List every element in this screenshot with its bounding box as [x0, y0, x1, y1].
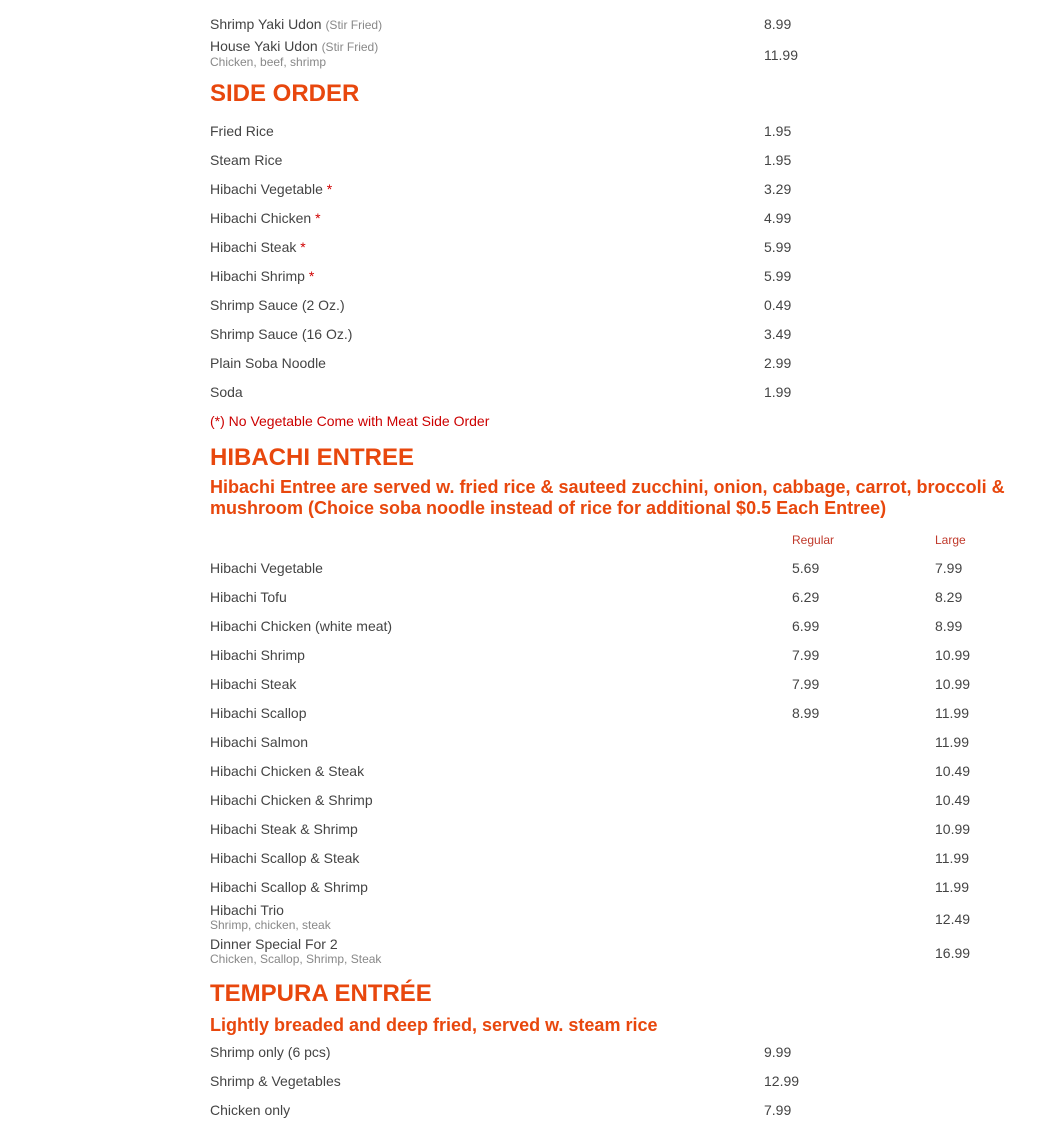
price-regular: 6.99	[792, 618, 820, 634]
item-name: Hibachi Steak & Shrimp	[210, 821, 358, 837]
menu-item	[210, 786, 1010, 815]
menu-item	[210, 902, 1010, 936]
item-name: Hibachi Trio	[210, 902, 284, 918]
item-description: Chicken, beef, shrimp	[210, 55, 327, 69]
menu-item	[210, 378, 1010, 407]
menu-item	[210, 204, 1010, 233]
item-name: Hibachi Scallop & Shrimp	[210, 879, 368, 895]
price-large: 10.49	[935, 763, 971, 779]
tempura-entree-subtitle: Lightly breaded and deep fried, served w. steam rice	[210, 1015, 658, 1035]
item-name-wrap	[210, 152, 282, 168]
item-name: Hibachi Chicken	[210, 210, 312, 226]
price-large: 12.49	[935, 911, 971, 927]
price-large: 7.99	[935, 560, 963, 576]
item-name: Hibachi Vegetable	[210, 560, 323, 576]
menu-item	[210, 10, 1010, 38]
item-name: Hibachi Shrimp	[210, 268, 305, 284]
price-regular: 7.99	[792, 676, 820, 692]
menu-item	[210, 699, 1010, 728]
item-price: 3.49	[764, 326, 792, 342]
column-regular: Regular	[792, 533, 835, 547]
item-price: 3.29	[764, 181, 792, 197]
item-name-wrap	[210, 210, 321, 226]
item-name: Hibachi Chicken (white meat)	[210, 618, 393, 634]
item-price: 7.99	[764, 1102, 792, 1118]
price-regular: 8.99	[792, 705, 820, 721]
item-price: 8.99	[764, 16, 792, 32]
hibachi-entree-list	[210, 554, 1010, 970]
side-order-list	[210, 117, 1010, 407]
price-regular: 5.69	[792, 560, 820, 576]
item-name-wrap	[210, 903, 331, 932]
item-name: Shrimp only (6 pcs)	[210, 1044, 331, 1060]
item-name: Soda	[210, 384, 243, 400]
price-regular: 6.29	[792, 589, 820, 605]
item-name: House Yaki Udon	[210, 38, 318, 54]
item-asterisk: *	[308, 268, 315, 284]
menu-item	[210, 936, 1010, 970]
item-asterisk: *	[300, 239, 306, 255]
price-large: 16.99	[935, 945, 971, 961]
item-price: 9.99	[764, 1044, 792, 1060]
item-name: Hibachi Steak	[210, 676, 297, 692]
menu-item	[210, 175, 1010, 204]
menu-item	[210, 612, 1010, 641]
item-price: 11.99	[764, 47, 798, 63]
menu-item	[210, 38, 1010, 72]
item-name: Fried Rice	[210, 123, 274, 139]
item-name-wrap	[210, 181, 332, 197]
price-large: 8.99	[935, 618, 963, 634]
tempura-entree-title: TEMPURA ENTRÉE	[210, 980, 432, 1007]
price-large: 10.49	[935, 792, 971, 808]
price-large: 10.99	[935, 821, 971, 837]
menu-item	[210, 844, 1010, 873]
item-name: Steam Rice	[210, 152, 283, 168]
price-large: 10.99	[935, 676, 971, 692]
menu-item	[210, 670, 1010, 699]
item-note: (Stir Fried)	[321, 40, 379, 54]
item-asterisk: *	[326, 181, 333, 197]
price-large: 11.99	[935, 734, 969, 750]
menu-item	[210, 728, 1010, 757]
item-asterisk: *	[315, 210, 321, 226]
item-name-wrap	[210, 937, 381, 966]
price-large: 11.99	[935, 705, 969, 721]
menu-item	[210, 1038, 1010, 1067]
hibachi-entree-subtitle: Hibachi Entree are served w. fried rice & sauteed zucchini, onion, cabbage, carrot, broccoli & mushroom (Choice soba noodle instead of rice for additional $0.5 Each Entree)	[210, 477, 1005, 518]
menu-item	[210, 146, 1010, 175]
menu-item	[210, 1096, 1010, 1125]
item-name: Plain Soba Noodle	[210, 355, 326, 371]
item-price: 1.99	[764, 384, 792, 400]
item-name-wrap	[210, 384, 243, 400]
item-name: Hibachi Vegetable	[210, 181, 323, 197]
item-description: Chicken, Scallop, Shrimp, Steak	[210, 952, 382, 966]
item-name-wrap	[210, 123, 274, 139]
item-name: Dinner Special For 2	[210, 936, 338, 952]
tempura-entree-list	[210, 1038, 1010, 1125]
menu-page	[210, 0, 1010, 1125]
item-price: 0.49	[764, 297, 792, 313]
menu-item	[210, 873, 1010, 902]
item-price: 1.95	[764, 152, 792, 168]
item-price: 5.99	[764, 268, 792, 284]
item-name: Hibachi Tofu	[210, 589, 287, 605]
price-column-headers	[210, 526, 1010, 554]
item-name: Shrimp Sauce (2 Oz.)	[210, 297, 345, 313]
column-large: Large	[935, 533, 966, 547]
menu-item	[210, 320, 1010, 349]
menu-item	[210, 1067, 1010, 1096]
item-name: Shrimp Sauce (16 Oz.)	[210, 326, 353, 342]
item-name-wrap	[210, 297, 345, 313]
item-name: Hibachi Chicken & Steak	[210, 763, 365, 779]
side-order-footnote: (*) No Vegetable Come with Meat Side Order	[210, 413, 490, 429]
menu-item	[210, 554, 1010, 583]
item-name: Shrimp & Vegetables	[210, 1073, 341, 1089]
menu-item	[210, 291, 1010, 320]
side-order-title: SIDE ORDER	[210, 80, 360, 107]
item-name: Shrimp Yaki Udon	[210, 16, 322, 32]
item-name-wrap	[210, 239, 306, 255]
menu-item	[210, 641, 1010, 670]
menu-item	[210, 349, 1010, 378]
item-name: Hibachi Chicken & Shrimp	[210, 792, 373, 808]
item-name-wrap	[210, 355, 326, 371]
item-name-wrap	[210, 268, 314, 284]
item-price: 2.99	[764, 355, 792, 371]
item-name-wrap	[210, 326, 352, 342]
menu-item	[210, 233, 1010, 262]
hibachi-entree-title: HIBACHI ENTREE	[210, 444, 415, 471]
menu-item	[210, 0, 1010, 10]
menu-item	[210, 262, 1010, 291]
item-name: Chicken only	[210, 1102, 291, 1118]
item-name: Hibachi Scallop & Steak	[210, 850, 360, 866]
item-note: (Stir Fried)	[325, 18, 383, 32]
price-large: 11.99	[935, 879, 969, 895]
item-name: Hibachi Salmon	[210, 734, 309, 750]
menu-item	[210, 757, 1010, 786]
item-name: Hibachi Shrimp	[210, 647, 305, 663]
item-name: Hibachi Steak	[210, 239, 297, 255]
item-name: Hibachi Scallop	[210, 705, 307, 721]
price-large: 8.29	[935, 589, 963, 605]
menu-item	[210, 117, 1010, 146]
item-price: 1.95	[764, 123, 792, 139]
item-price: 5.99	[764, 239, 792, 255]
menu-item	[210, 815, 1010, 844]
item-description: Shrimp, chicken, steak	[210, 918, 331, 932]
price-large: 10.99	[935, 647, 971, 663]
menu-item	[210, 583, 1010, 612]
item-price: 12.99	[764, 1073, 800, 1089]
price-regular: 7.99	[792, 647, 820, 663]
item-price: 4.99	[764, 210, 792, 226]
price-large: 11.99	[935, 850, 969, 866]
